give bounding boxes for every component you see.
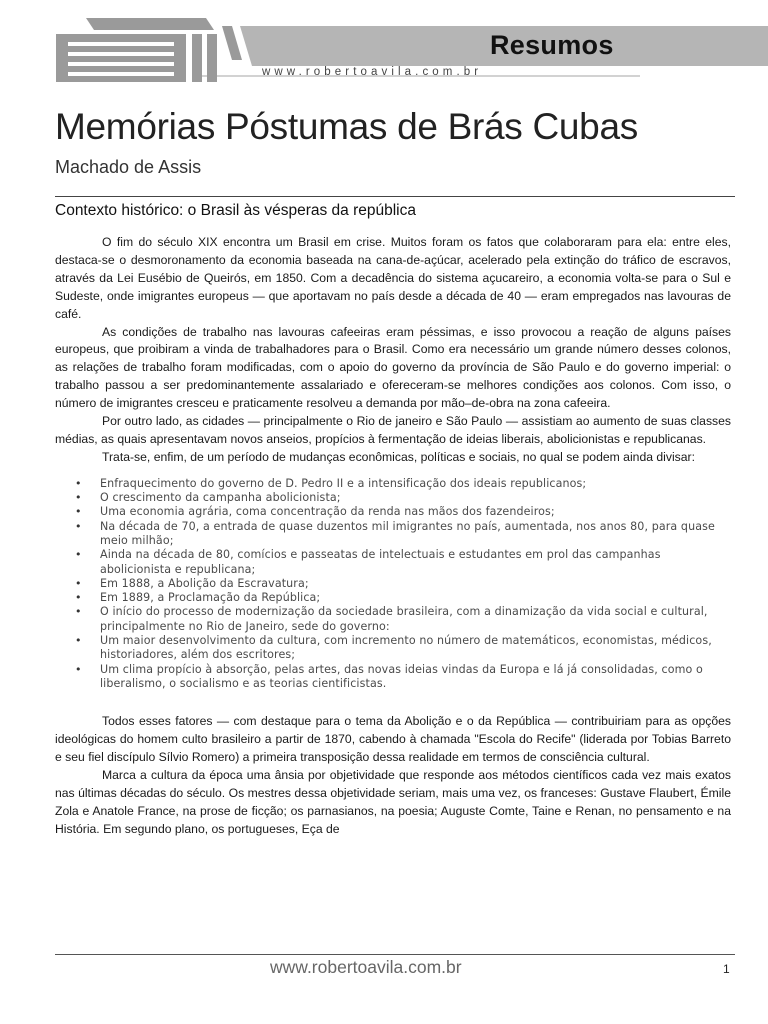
bullet-icon: • xyxy=(75,605,82,619)
list-item xyxy=(55,505,731,519)
list-item-text: Uma economia agrária, coma concentração da renda nas mãos dos fazendeiros; xyxy=(100,505,555,519)
bullet-icon: • xyxy=(75,476,82,490)
paragraph: O fim do século XIX encontra um Brasil em crise. Muitos foram os fatos que colaboraram para ela: entre eles, destaca-se o desmoronamento da economia baseada na cana-de-açúcar, acelerado pela extinção do tráfico de escravos, através da Lei Eusébio de Queirós, em 1850. Com a decadência do sistema açucareiro, a economia volta-se para o Sul e Sudeste, onde imigrantes europeus — que aportavam no país desde a década de 40 — eram empregados nas lavouras de café. xyxy=(55,235,731,321)
list-item xyxy=(55,548,731,577)
list-item-text: Em 1889, a Proclamação da República; xyxy=(100,591,321,605)
header-divider xyxy=(55,196,735,197)
brand-title: Resumos xyxy=(490,30,614,60)
list-item-text: Na década de 70, a entrada de quase duzentos mil imigrantes no país, aumentada, nos anos 80, para quase meio milhão; xyxy=(100,519,715,547)
header-url[interactable]: www.robertoavila.com.br xyxy=(262,66,483,78)
paragraph: Por outro lado, as cidades — principalmente o Rio de janeiro e São Paulo — assistiam ao aumento de suas classes médias, as quais apresentavam novos anseios, propícios à fermentação de ideias liberais, abolicionistas e republicanas. xyxy=(55,414,731,446)
list-item xyxy=(55,591,731,605)
bullet-icon: • xyxy=(75,519,82,533)
footer-divider xyxy=(55,954,735,955)
page-number: 1 xyxy=(723,962,730,976)
list-item-text: Enfraquecimento do governo de D. Pedro II e a intensificação dos ideais republicanos; xyxy=(100,476,587,490)
document-body xyxy=(55,234,731,839)
list-item-text: Em 1888, a Abolição da Escravatura; xyxy=(100,576,309,590)
paragraph: As condições de trabalho nas lavouras cafeeiras eram péssimas, e isso provocou a reação de alguns países europeus, que proibiram a vinda de trabalhadores para o Brasil. Como era necessário um grande número desses colonos, as relações de trabalho foram modificadas, com o apoio do governo da província de São Paulo e do governo imperial: o trabalho passou a ser predominantemente assalariado e ofereceram-se melhores condições aos colonos. Com isso, o número de imigrantes cresceu e praticamente resolveu a demanda por mão–de-obra na zona cafeeira. xyxy=(55,324,731,411)
footer-url[interactable]: www.robertoavila.com.br xyxy=(270,957,462,977)
bullet-icon: • xyxy=(75,576,82,590)
paragraph: Todos esses fatores — com destaque para o tema da Abolição e o da República — contribuiriam para as opções ideológicas do homem culto brasileiro a partir de 1870, cabendo à chamada "Escola do Recife" (liderada por Tobias Barreto e seu fiel discípulo Sílvio Romero) a primeira transposição dessa realidade em termos de consciência cultural. xyxy=(55,714,731,765)
list-item xyxy=(55,491,731,505)
paragraph: Marca a cultura da época uma ânsia por objetividade que responde aos métodos científicos cada vez mais exatos nas últimas décadas do século. Os mestres dessa objetividade seriam, mais uma vez, os franceses: Gustave Flaubert, Émile Zola e Anatole France, na prose de ficção; os parnasianos, na poesia; Auguste Comte, Taine e Renan, no pensamento e na História. Em segundo plano, os portugueses, Eça de xyxy=(55,767,731,836)
resumos-logo-icon xyxy=(0,0,768,95)
list-item xyxy=(55,477,731,491)
bullet-icon: • xyxy=(75,662,82,676)
document-author: Machado de Assis xyxy=(55,157,202,177)
list-item-text: Um clima propício à absorção, pelas artes, das novas ideias vindas da Europa e lá já consolidadas, como o liberalismo, o socialismo e as teorias cientificistas. xyxy=(100,662,703,690)
list-item xyxy=(55,520,731,549)
list-item xyxy=(55,634,731,663)
bullet-icon: • xyxy=(75,591,82,605)
list-item-text: Ainda na década de 80, comícios e passeatas de intelectuais e estudantes em prol das campanhas abolicionista e republicana; xyxy=(100,548,661,576)
page-header xyxy=(0,0,768,95)
list-item-text: O início do processo de modernização da sociedade brasileira, com a dinamização da vida social e cultural, principalmente no Rio de Janeiro, sede do governo: xyxy=(100,605,708,633)
bullet-icon: • xyxy=(75,548,82,562)
bullet-icon: • xyxy=(75,505,82,519)
list-item-text: Um maior desenvolvimento da cultura, com incremento no número de matemáticos, economistas, médicos, historiadores, além dos escritores; xyxy=(100,634,712,662)
bullet-icon: • xyxy=(75,491,82,505)
document-title: Memórias Póstumas de Brás Cubas xyxy=(55,106,638,147)
list-item xyxy=(55,577,731,591)
section-title: Contexto histórico: o Brasil às vésperas da república xyxy=(55,202,416,219)
spacer xyxy=(55,703,731,713)
paragraph: Trata-se, enfim, de um período de mudanças econômicas, políticas e sociais, no qual se podem ainda divisar: xyxy=(102,449,695,464)
list-item xyxy=(55,663,731,692)
list-item-text: O crescimento da campanha abolicionista; xyxy=(100,491,341,505)
bullet-list xyxy=(55,477,731,691)
list-item xyxy=(55,605,731,634)
bullet-icon: • xyxy=(75,634,82,648)
